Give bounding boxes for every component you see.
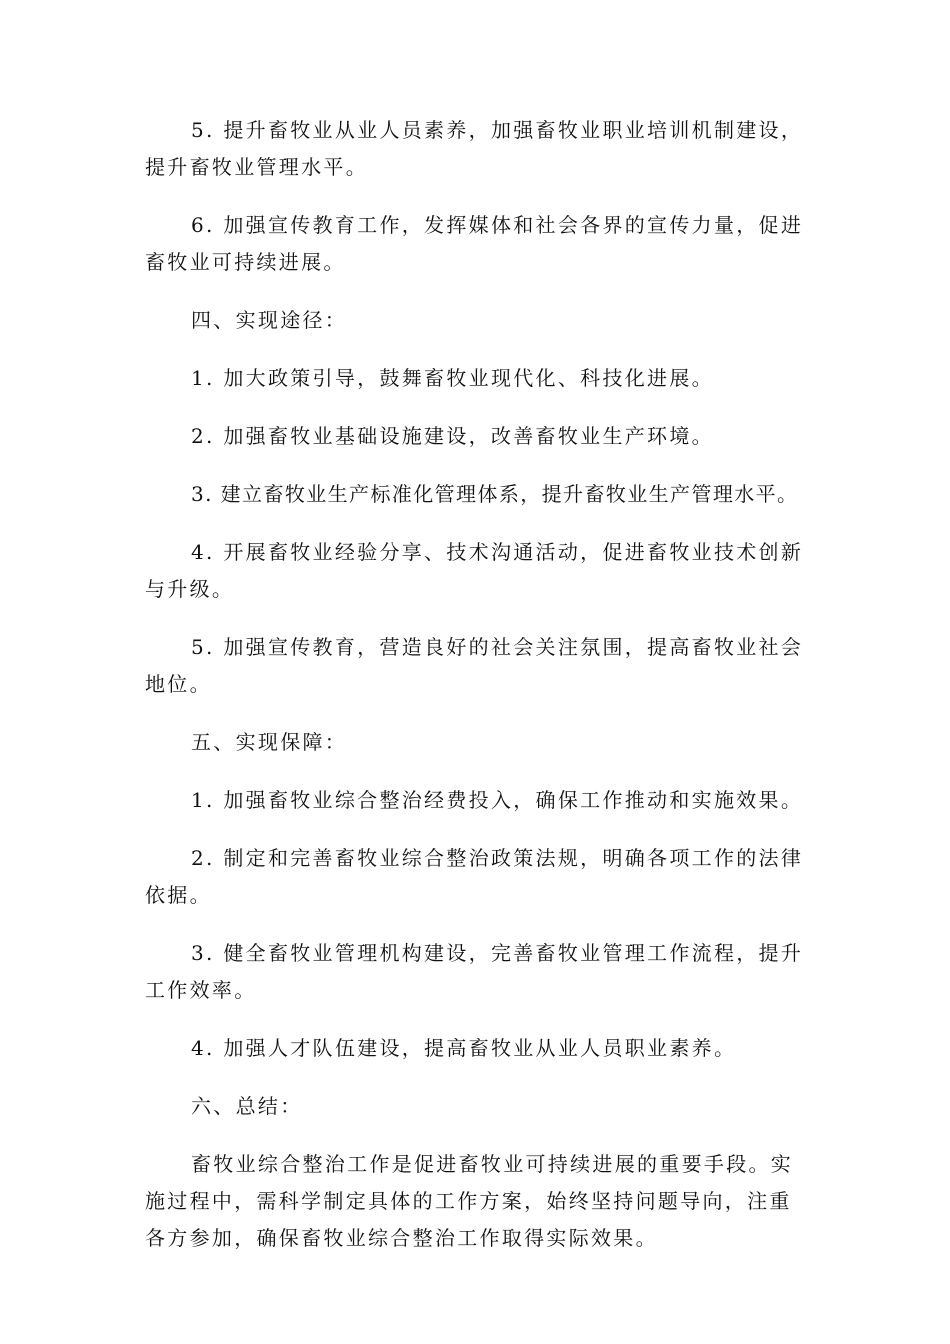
path-item-2: 2. 加强畜牧业基础设施建设，改善畜牧业生产环境。 <box>191 424 714 448</box>
path-item-5: 5. 加强宣传教育，营造良好的社会关注氛围，提高畜牧业社会地位。 <box>145 635 804 696</box>
section-heading-guarantee: 五、实现保障： <box>191 730 348 754</box>
paragraph-item-6-publicity: 6. 加强宣传教育工作，发挥媒体和社会各界的宣传力量，促进畜牧业可持续进展。 <box>145 213 804 274</box>
guarantee-item-1: 1. 加强畜牧业综合整治经费投入，确保工作推动和实施效果。 <box>191 788 804 812</box>
section-heading-summary: 六、总结： <box>191 1094 303 1118</box>
path-item-1: 1. 加大政策引导，鼓舞畜牧业现代化、科技化进展。 <box>191 366 714 390</box>
guarantee-item-4: 4. 加强人才队伍建设，提高畜牧业从业人员职业素养。 <box>191 1036 737 1060</box>
section-heading-implementation-path: 四、实现途径： <box>191 308 348 332</box>
guarantee-item-3: 3. 健全畜牧业管理机构建设，完善畜牧业管理工作流程，提升工作效率。 <box>145 941 804 1002</box>
path-item-4: 4. 开展畜牧业经验分享、技术沟通活动，促进畜牧业技术创新与升级。 <box>145 540 804 601</box>
paragraph-item-5-training: 5. 提升畜牧业从业人员素养，加强畜牧业职业培训机制建设，提升畜牧业管理水平。 <box>145 118 804 179</box>
summary-paragraph: 畜牧业综合整治工作是促进畜牧业可持续进展的重要手段。实施过程中，需科学制定具体的工作方案，始终坚持问题导向，注重各方参加，确保畜牧业综合整治工作取得实际效果。 <box>145 1152 794 1250</box>
path-item-3: 3. 建立畜牧业生产标准化管理体系，提升畜牧业生产管理水平。 <box>191 482 799 506</box>
document-page <box>145 112 810 1278</box>
guarantee-item-2: 2. 制定和完善畜牧业综合整治政策法规，明确各项工作的法律依据。 <box>145 846 804 907</box>
